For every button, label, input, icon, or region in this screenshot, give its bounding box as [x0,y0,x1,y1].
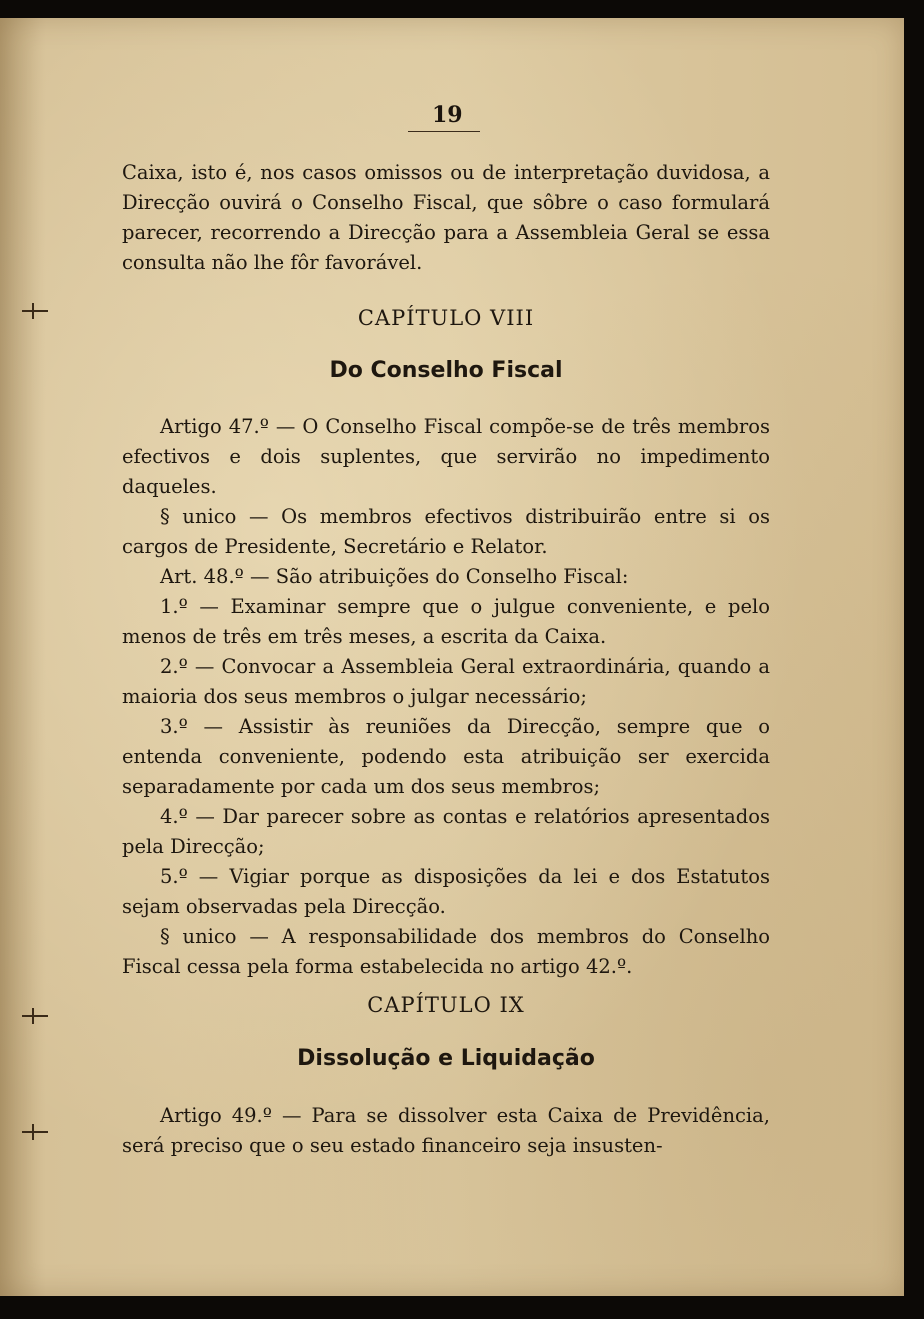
article-48-item-4: 4.º — Dar parecer sobre as contas e relatórios apresentados pela Direcção; [122,805,770,858]
margin-mark [22,1131,48,1133]
chapter-viii-label: CAPÍTULO VIII [357,306,535,330]
article-48-item-3: 3.º — Assistir às reuniões da Direcção, sempre que o entenda conveniente, podendo esta atribuição ser exercida separadamente por cada um dos seus membros; [122,715,770,798]
intro-paragraph: Caixa, isto é, nos casos omissos ou de interpretação duvidosa, a Direcção ouvirá o Conselho Fiscal, que sôbre o caso formulará parecer, recorrendo a Direcção para a Assembleia Geral se essa consulta não lhe fôr favorável. [122,161,770,274]
article-47-paragraph-unico: § unico — Os membros efectivos distribuirão entre si os cargos de Presidente, Secretário e Relator. [122,505,770,558]
chapter-ix-body [122,1101,770,1161]
article-48: Art. 48.º — São atribuições do Conselho Fiscal: [160,565,629,588]
article-48-item-5: 5.º — Vigiar porque as disposições da lei e dos Estatutos sejam observadas pela Direcção. [122,865,770,918]
chapter-viii-body [122,412,770,982]
chapter-viii-title: Do Conselho Fiscal [329,358,563,383]
intro-paragraph-block [122,158,770,278]
article-48-paragraph-unico: § unico — A responsabilidade dos membros do Conselho Fiscal cessa pela forma estabelecida no artigo 42.º. [122,925,770,978]
article-47: Artigo 47.º — O Conselho Fiscal compõe-se de três membros efectivos e dois suplentes, que servirão no impedimento daqueles. [122,415,770,498]
margin-mark [22,310,48,312]
chapter-ix-label: CAPÍTULO IX [367,993,525,1017]
article-48-item-2: 2.º — Convocar a Assembleia Geral extraordinária, quando a maioria dos seus membros o julgar necessário; [122,655,770,708]
margin-mark [22,1015,48,1017]
article-48-item-1: 1.º — Examinar sempre que o julgue conveniente, e pelo menos de três em três meses, a escrita da Caixa. [122,595,770,648]
binding-shadow [0,18,46,1296]
page-number: 19 [432,102,463,128]
book-page [0,18,904,1296]
page-number-rule [408,131,480,132]
article-49: Artigo 49.º — Para se dissolver esta Caixa de Previdência, será preciso que o seu estado financeiro seja insusten- [122,1104,770,1157]
chapter-ix-title: Dissolução e Liquidação [297,1046,595,1071]
